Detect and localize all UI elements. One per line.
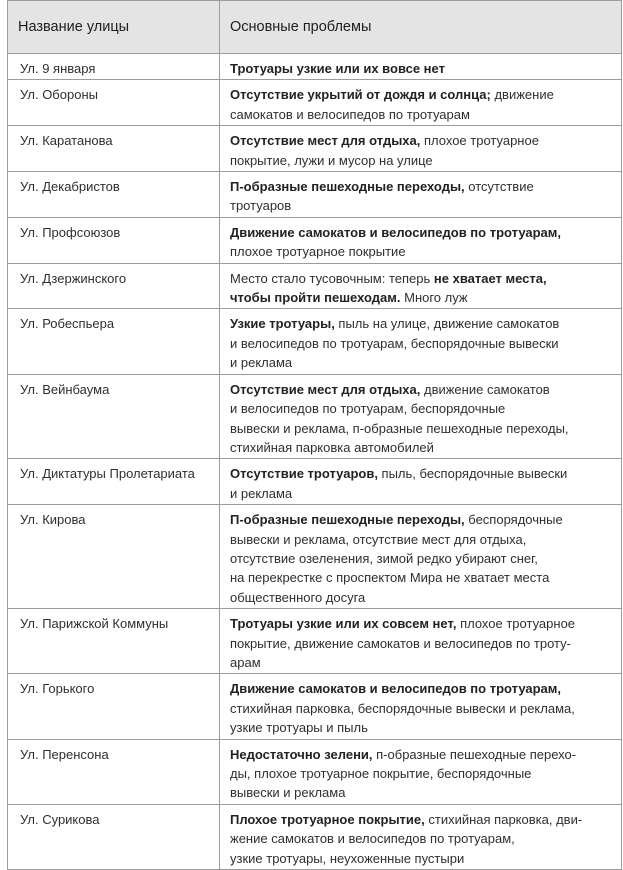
problems-cell — [220, 674, 622, 739]
street-name-cell: Ул. Декабристов — [8, 172, 220, 218]
problem-text: Много луж — [400, 290, 468, 306]
problems-line — [230, 530, 617, 549]
problem-highlight-text: Отсутствие тротуаров, — [230, 466, 378, 482]
problem-text: п-образные пешеходные перехо- — [372, 746, 577, 762]
table-row — [8, 80, 622, 126]
problems-cell — [220, 739, 622, 804]
street-name-cell: Ул. Обороны — [8, 80, 220, 126]
problems-cell — [220, 263, 622, 309]
table-header-row — [8, 1, 622, 54]
table-row — [8, 54, 622, 80]
problem-highlight-text: Недостаточно зелени, — [230, 746, 373, 762]
problem-highlight-text: Отсутствие мест для отдыха, — [230, 381, 421, 397]
problems-line — [230, 614, 617, 633]
problem-highlight-text: П-образные пешеходные переходы, — [230, 179, 465, 195]
problem-text: на перекрестке с проспектом Мира не хватает места — [230, 570, 550, 586]
problems-cell — [220, 172, 622, 218]
column-header-street: Название улицы — [8, 1, 220, 54]
problems-line — [230, 196, 617, 215]
problems-line — [230, 223, 617, 242]
table-body — [8, 54, 622, 870]
problem-highlight-text: П-образные пешеходные переходы, — [230, 512, 465, 528]
problem-highlight-text: Отсутствие мест для отдыха, — [230, 133, 421, 149]
problems-line — [230, 829, 617, 848]
problems-line — [230, 314, 617, 333]
problems-cell — [220, 505, 622, 609]
problems-line — [230, 764, 617, 783]
problem-highlight-text: Плохое тротуарное покрытие, — [230, 811, 425, 827]
problems-line — [230, 438, 617, 457]
problems-line — [230, 464, 617, 483]
problems-line — [230, 419, 617, 438]
problems-line — [230, 59, 617, 78]
problems-line — [230, 568, 617, 587]
street-name-cell: Ул. Дзержинского — [8, 263, 220, 309]
street-name-cell: Ул. 9 января — [8, 54, 220, 80]
problems-line — [230, 151, 617, 170]
problem-text: пыль на улице, движение самокатов — [334, 316, 560, 332]
street-problems-table — [7, 0, 622, 870]
street-name-cell: Ул. Вейнбаума — [8, 374, 220, 459]
problem-highlight-text: Узкие тротуары, — [230, 316, 335, 332]
table-row — [8, 309, 622, 374]
problem-text: самокатов и велосипедов по тротуарам — [230, 106, 470, 122]
problems-cell — [220, 217, 622, 263]
table-row — [8, 739, 622, 804]
problem-text: плохое тротуарное покрытие — [230, 244, 406, 260]
problems-line — [230, 634, 617, 653]
problems-cell — [220, 80, 622, 126]
street-name-cell: Ул. Каратанова — [8, 126, 220, 172]
problems-line — [230, 745, 617, 764]
street-name-cell: Ул. Кирова — [8, 505, 220, 609]
problem-text: вывески и реклама, п-образные пешеходные переходы, — [230, 420, 569, 436]
problems-line — [230, 353, 617, 372]
problem-text: и реклама — [230, 485, 293, 501]
problem-text: арам — [230, 654, 261, 670]
problem-text: и велосипедов по тротуарам, беспорядочные вывески — [230, 335, 559, 351]
problems-line — [230, 588, 617, 607]
problem-highlight-text: Движение самокатов и велосипедов по тротуарам, — [230, 224, 562, 240]
problem-text: ды, плохое тротуарное покрытие, беспорядочные — [230, 766, 532, 781]
street-name-cell: Ул. Парижской Коммуны — [8, 609, 220, 674]
problems-cell — [220, 609, 622, 674]
problem-text: узкие тротуары и пыль — [230, 720, 368, 736]
street-name-cell: Ул. Робеспьера — [8, 309, 220, 374]
street-name-cell: Ул. Перенсона — [8, 739, 220, 804]
problem-text: плохое тротуарное — [456, 616, 576, 632]
problem-text: стихийная парковка, дви- — [424, 811, 583, 827]
problems-line — [230, 718, 617, 737]
table-row — [8, 172, 622, 218]
table-row — [8, 674, 622, 739]
problem-highlight-text: не хватает места, — [433, 270, 547, 286]
problem-text: и реклама — [230, 355, 293, 371]
problem-text: общественного досуга — [230, 589, 366, 605]
problems-line — [230, 334, 617, 353]
table-row — [8, 505, 622, 609]
problem-highlight-text: чтобы пройти пешеходам. — [230, 290, 401, 306]
problems-line — [230, 269, 617, 288]
table-row — [8, 126, 622, 172]
street-name-cell: Ул. Профсоюзов — [8, 217, 220, 263]
problem-text: стихийная парковка, беспорядочные вывески и реклама, — [230, 700, 575, 716]
problems-line — [230, 849, 617, 868]
problem-text: тротуаров — [230, 198, 292, 214]
problems-line — [230, 242, 617, 261]
problem-text: движение — [490, 87, 554, 103]
problem-text: отсутствие — [464, 179, 534, 195]
problem-text: покрытие, движение самокатов и велосипедов по троту- — [230, 635, 571, 651]
problem-text: беспорядочные — [464, 512, 563, 528]
problem-text: покрытие, лужи и мусор на улице — [230, 152, 433, 168]
problem-text: вывески и реклама — [230, 785, 346, 801]
problems-cell — [220, 54, 622, 80]
table-row — [8, 459, 622, 505]
table-row — [8, 217, 622, 263]
problems-cell — [220, 459, 622, 505]
problem-text: и велосипедов по тротуарам, беспорядочные — [230, 401, 506, 417]
problems-line — [230, 380, 617, 399]
problem-text: плохое тротуарное — [420, 133, 539, 149]
street-name-cell: Ул. Горького — [8, 674, 220, 739]
problems-line — [230, 810, 617, 829]
table-row — [8, 374, 622, 459]
problems-cell — [220, 374, 622, 459]
problems-line — [230, 679, 617, 698]
problem-text: жение самокатов и велосипедов по тротуарам, — [230, 831, 515, 847]
problems-line — [230, 85, 617, 104]
problems-line — [230, 131, 617, 150]
problem-text: пыль, беспорядочные вывески — [377, 466, 568, 482]
problems-cell — [220, 126, 622, 172]
problems-line — [230, 288, 617, 307]
table-row — [8, 804, 622, 869]
problems-line — [230, 510, 617, 529]
problem-text: вывески и реклама, отсутствие мест для отдыха, — [230, 531, 527, 547]
problem-text: отсутствие озеленения, зимой редко убирают снег, — [230, 550, 538, 566]
problem-text: стихийная парковка автомобилей — [230, 439, 434, 455]
problems-line — [230, 653, 617, 672]
problems-line — [230, 699, 617, 718]
street-name-cell: Ул. Диктатуры Пролетариата — [8, 459, 220, 505]
problem-text: движение самокатов — [420, 381, 550, 397]
problem-highlight-text: Движение самокатов и велосипедов по тротуарам, — [230, 681, 562, 697]
problem-highlight-text: Тротуары узкие или их вовсе нет — [230, 61, 445, 76]
problems-line — [230, 549, 617, 568]
problem-highlight-text: Тротуары узкие или их совсем нет, — [230, 616, 457, 632]
problems-line — [230, 484, 617, 503]
column-header-problems: Основные проблемы — [220, 1, 622, 54]
problem-text: узкие тротуары, неухоженные пустыри — [230, 850, 465, 866]
table-row — [8, 263, 622, 309]
problems-line — [230, 105, 617, 124]
problem-highlight-text: Отсутствие укрытий от дождя и солнца; — [230, 87, 491, 103]
problems-line — [230, 177, 617, 196]
problems-cell — [220, 804, 622, 869]
table-row — [8, 609, 622, 674]
problems-line — [230, 783, 617, 802]
problems-cell — [220, 309, 622, 374]
problem-text: Место стало тусовочным: теперь — [230, 270, 434, 286]
problems-line — [230, 399, 617, 418]
street-name-cell: Ул. Сурикова — [8, 804, 220, 869]
street-problems-table-wrapper — [7, 0, 621, 870]
